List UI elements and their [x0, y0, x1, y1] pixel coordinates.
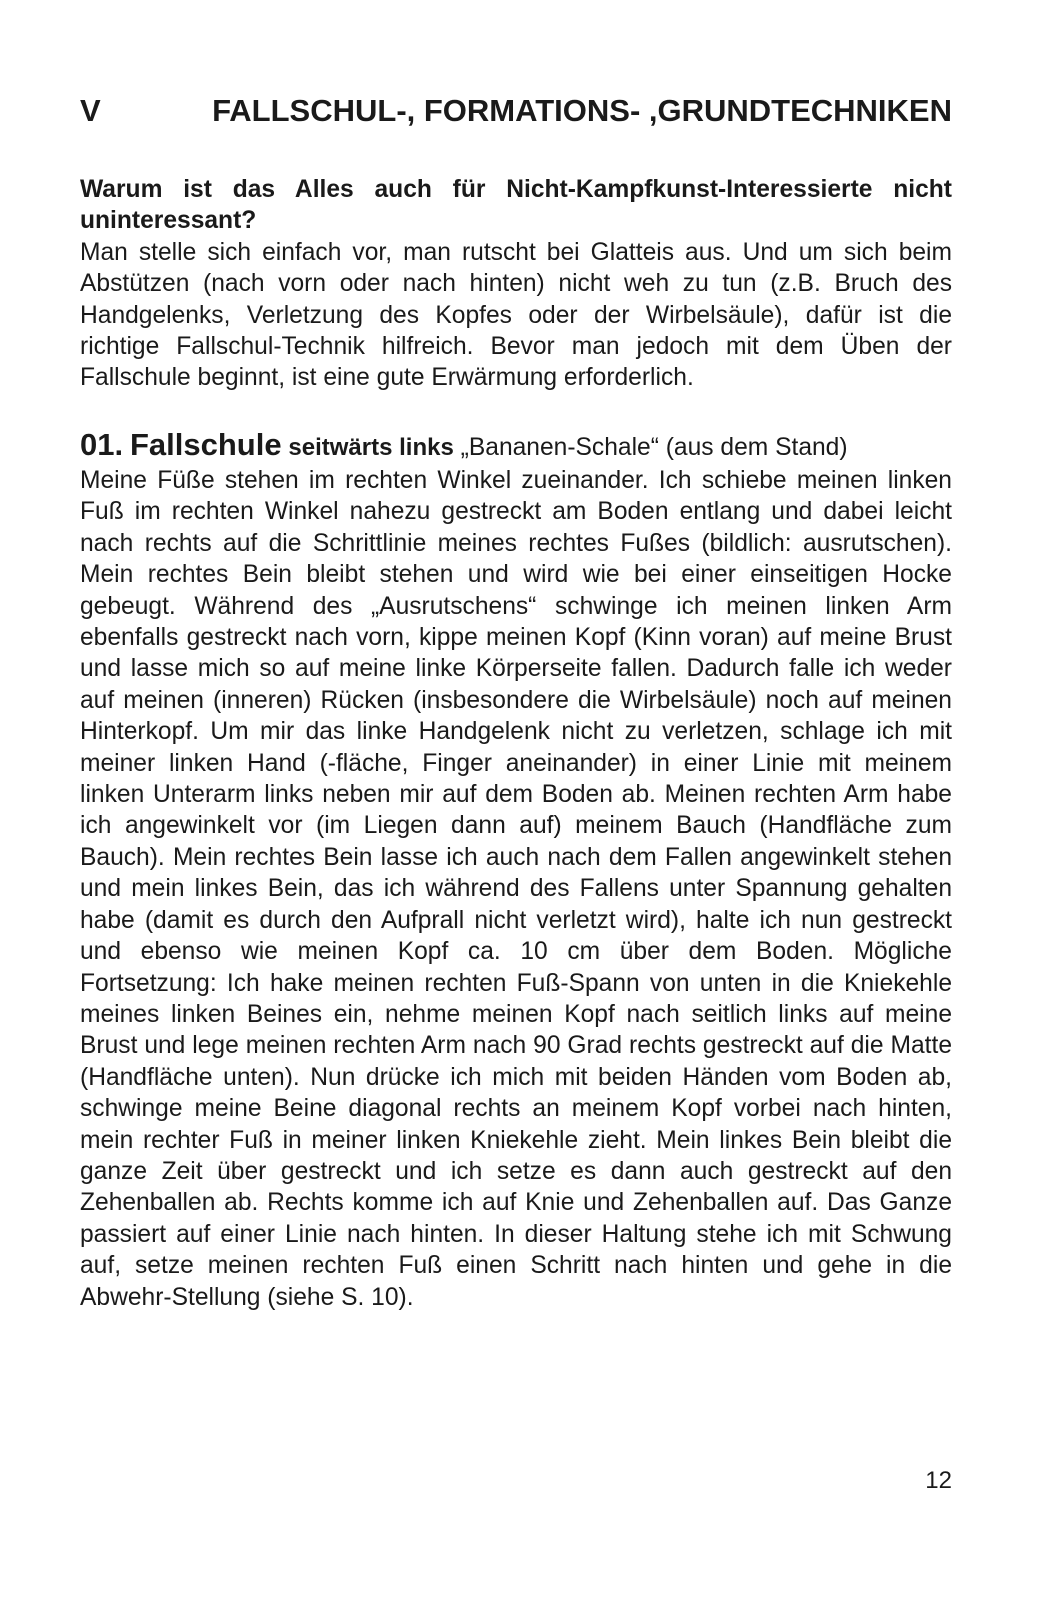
chapter-heading — [80, 86, 952, 136]
chapter-number: V — [80, 93, 101, 128]
exercise-subtitle: „Bananen-Schale“ (aus dem Stand) — [460, 434, 848, 461]
exercise-heading — [80, 428, 952, 465]
intro-paragraph: Man stelle sich einfach vor, man rutscht bei Glatteis aus. Und um sich beim Abstützen (nach vorn oder nach hinten) nicht weh zu tun (z.B. Bruch des Handgelenks, Verletzung des Kopfes oder der Wirbelsäule), dafür ist die richtige Fallschul-Technik hilfreich. Bevor man jedoch mit dem Üben der Fallschule beginnt, ist eine gute Erwärmung erforderlich. — [80, 238, 952, 392]
exercise-paragraph: Meine Füße stehen im rechten Winkel zueinander. Ich schiebe meinen linken Fuß im rechten Winkel nahezu gestreckt am Boden entlang und dabei leicht nach rechts auf die Schrittlinie meines rechtes Fußes (bildlich: ausrutschen). Mein rechtes Bein bleibt stehen und wird wie bei einer einseitigen Hocke gebeugt. Während des „Ausrutschens“ schwinge ich meinen linken Arm ebenfalls gestreckt nach vorn, kippe meinen Kopf (Kinn voran) auf meine Brust und lasse mich so auf meine linke Körperseite fallen. Dadurch falle ich weder auf meinen (inneren) Rücken (insbesondere die Wirbelsäule) noch auf meinen Hinterkopf. Um mir das linke Handgelenk nicht zu verletzen, schlage ich mit meiner linken Hand (-fläche, Finger aneinander) in einer Linie mit meinem linken Unterarm links neben mir auf dem Boden ab. Meinen rechten Arm habe ich angewinkelt vor (im Liegen dann auf) meinem Bauch (Handfläche zum Bauch). Mein rechtes Bein lasse ich auch nach dem Fallen angewinkelt stehen und mein linkes Bein, das ich während des Fallens unter Spannung gehalten habe (damit es durch den Aufprall nicht verletzt wird), halte ich nun gestreckt und ebenso wie meinen Kopf ca. 10 cm über dem Boden. Mögliche Fortsetzung: Ich hake meinen rechten Fuß-Spann von unten in die Kniekehle meines linken Beines ein, nehme meinen Kopf nach seitlich links auf meine Brust und lege meinen rechten Arm nach 90 Grad rechts gestreckt auf die Matte (Handfläche unten). Nun drücke ich mich mit beiden Händen vom Boden ab, schwinge meine Beine diagonal rechts an meinem Kopf vorbei nach hinten, mein rechter Fuß in meiner linken Kniekehle zieht. Mein linkes Bein bleibt die ganze Zeit über gestreckt und ich setze es dann auch gestreckt auf den Zehenballen ab. Rechts komme ich auf Knie und Zehenballen auf. Das Ganze passiert auf einer Linie nach hinten. In dieser Haltung stehe ich mit Schwung auf, setze meinen rechten Fuß einen Schritt nach hinten und gehe in die Abwehr-Stellung (siehe S. 10). — [80, 467, 952, 1311]
exercise-number: 01. — [80, 427, 124, 462]
exercise-direction: seitwärts links — [288, 434, 454, 461]
intro-question: Warum ist das Alles auch für Nicht-Kampfkunst-Interessierte nicht uninteressant? — [80, 176, 952, 235]
exercise-section — [80, 428, 952, 1313]
exercise-name: Fallschule — [129, 427, 282, 462]
intro-section — [80, 174, 952, 394]
chapter-title: FALLSCHUL-, FORMATIONS- ,GRUNDTECHNIKEN — [212, 93, 952, 128]
page-number: 12 — [925, 1467, 952, 1494]
